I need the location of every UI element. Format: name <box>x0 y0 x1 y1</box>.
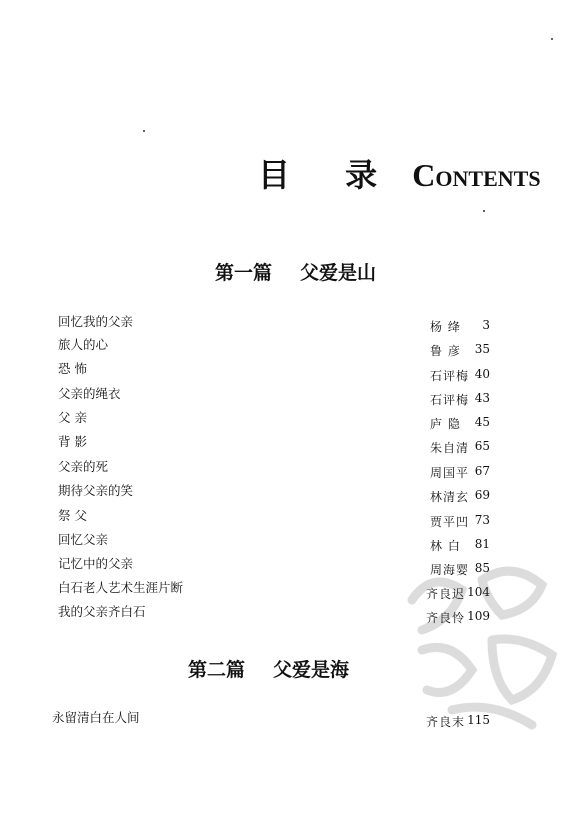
page-title-cjk: 目 录 <box>258 156 400 194</box>
toc-author-row <box>330 391 490 407</box>
toc-page-number: 35 <box>474 342 490 356</box>
toc-page-number: 3 <box>482 318 490 332</box>
toc-author-row <box>330 318 490 334</box>
toc-entry-title[interactable]: 恐 怖 <box>58 361 87 376</box>
page-title-en: Contents <box>412 157 541 193</box>
toc-author: 石评梅 <box>430 393 470 407</box>
section-heading <box>188 655 349 682</box>
toc-entry-title[interactable]: 我的父亲齐白石 <box>58 604 146 619</box>
toc-entry-title[interactable]: 父亲的死 <box>58 459 109 474</box>
toc-page-number: 81 <box>474 537 490 551</box>
toc-author-row <box>330 488 490 504</box>
scan-speck <box>143 130 145 132</box>
toc-author: 齐良怜 <box>426 611 466 625</box>
toc-entry-title[interactable]: 记忆中的父亲 <box>58 556 134 571</box>
toc-author: 齐良末 <box>426 715 466 729</box>
seal-watermark <box>392 540 578 740</box>
toc-author: 齐良迟 <box>426 587 466 601</box>
scan-speck <box>551 38 553 40</box>
toc-author-row <box>330 415 490 431</box>
toc-author: 贾平凹 <box>430 515 470 529</box>
toc-page-number: 69 <box>474 488 490 502</box>
toc-entry-title[interactable]: 父 亲 <box>58 410 87 425</box>
toc-page-number: 45 <box>474 415 490 429</box>
section-number: 第一篇 <box>215 262 273 284</box>
toc-author-row <box>330 342 490 358</box>
toc-author-row <box>330 513 490 529</box>
section-heading <box>215 258 376 285</box>
toc-page-number: 104 <box>467 585 490 599</box>
toc-entry-title[interactable]: 父亲的绳衣 <box>58 386 121 401</box>
toc-page-number: 85 <box>474 561 490 575</box>
toc-entry-title[interactable]: 期待父亲的笑 <box>58 483 134 498</box>
toc-author-row <box>330 464 490 480</box>
toc-author: 朱自清 <box>430 441 470 455</box>
toc-author: 周海婴 <box>430 563 470 577</box>
section-number: 第二篇 <box>188 659 246 681</box>
toc-page-number: 73 <box>474 513 490 527</box>
toc-entry-title[interactable]: 回忆我的父亲 <box>58 314 134 329</box>
toc-author: 庐 隐 <box>430 417 461 431</box>
page-title <box>258 150 541 196</box>
toc-author: 周国平 <box>430 466 470 480</box>
toc-author: 林 白 <box>430 539 461 553</box>
toc-author: 林清玄 <box>430 490 470 504</box>
toc-author-row <box>330 367 490 383</box>
toc-author: 杨 绛 <box>430 320 461 334</box>
toc-page-number: 65 <box>474 439 490 453</box>
section-name: 父爱是海 <box>273 659 350 681</box>
toc-page-number: 67 <box>474 464 490 478</box>
toc-entry-title[interactable]: 旅人的心 <box>58 337 109 352</box>
toc-page-number: 40 <box>474 367 490 381</box>
toc-author-row <box>330 439 490 455</box>
toc-entry-title[interactable]: 白石老人艺术生涯片断 <box>58 580 184 595</box>
toc-author: 石评梅 <box>430 369 470 383</box>
toc-entry-title[interactable]: 背 影 <box>58 434 87 449</box>
toc-page-number: 115 <box>467 713 490 727</box>
toc-page-number: 109 <box>467 609 490 623</box>
toc-author: 鲁 彦 <box>430 344 461 358</box>
scan-speck <box>483 210 485 212</box>
toc-entry-title[interactable]: 永留清白在人间 <box>52 710 140 725</box>
toc-entry-title[interactable]: 祭 父 <box>58 508 87 523</box>
section-name: 父爱是山 <box>300 262 377 284</box>
toc-entry-title[interactable]: 回忆父亲 <box>58 532 109 547</box>
toc-page-number: 43 <box>474 391 490 405</box>
